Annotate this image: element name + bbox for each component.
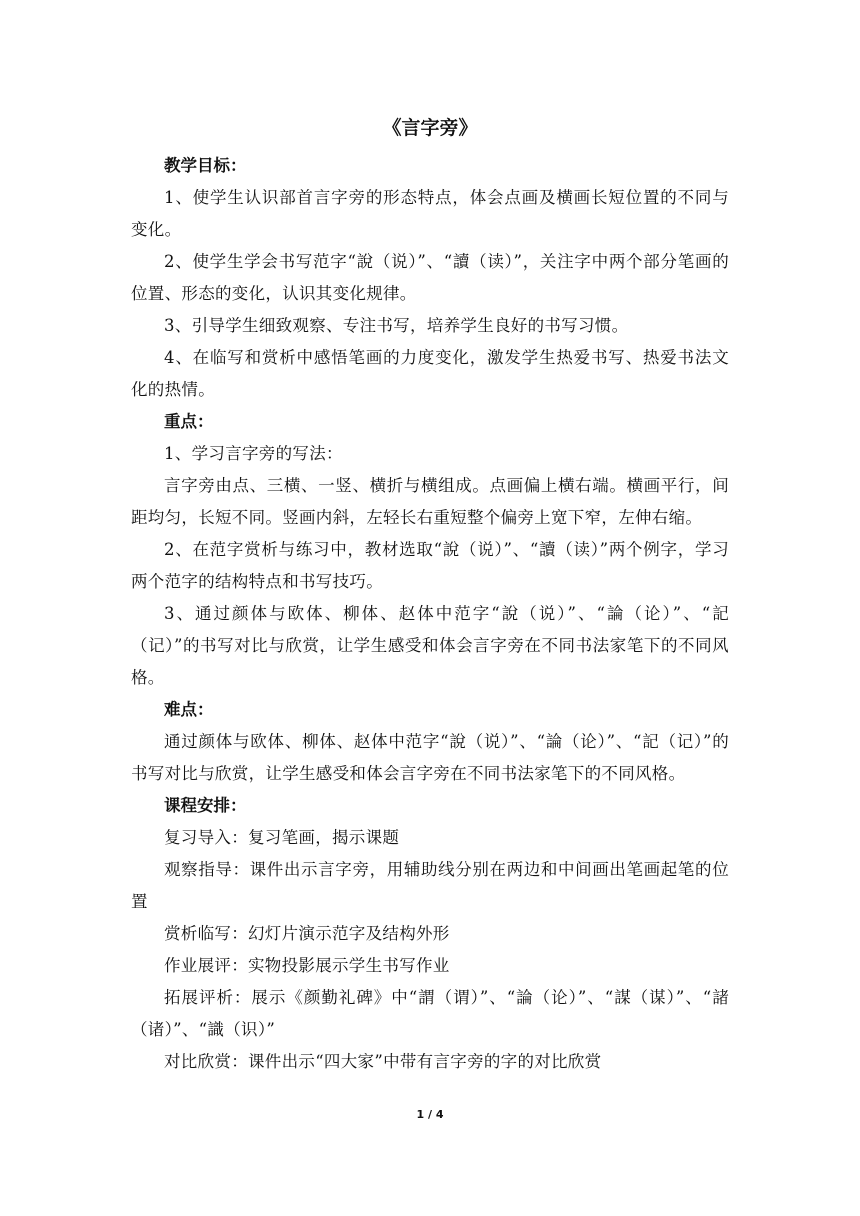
key-heading: 重点： — [164, 412, 214, 431]
difficulty-item-1: 通过颜体与欧体、柳体、赵体中范字“說（说）”、“論（论）”、“記（记）”的书写对比与欣赏，让学生感受和体会言字旁在不同书法家笔下的不同风格。 — [131, 732, 729, 783]
schedule-item-5: 拓展评析：展示《颜勤礼碑》中“謂（谓）”、“論（论）”、“謀（谋）”、“諸（诸）”、“識（识）” — [131, 988, 729, 1039]
document-body — [131, 112, 729, 1078]
key-item-4: 3、通过颜体与欧体、柳体、赵体中范字“說（说）”、“論（论）”、“記（记）”的书写对比与欣赏，让学生感受和体会言字旁在不同书法家笔下的不同风格。 — [131, 604, 729, 687]
document-title: 《言字旁》 — [382, 117, 478, 139]
goals-item-3: 3、引导学生细致观察、专注书写，培养学生良好的书写习惯。 — [164, 316, 629, 335]
difficulty-heading: 难点： — [164, 700, 214, 719]
goals-heading: 教学目标： — [164, 156, 247, 175]
schedule-item-1: 复习导入：复习笔画，揭示课题 — [164, 828, 400, 847]
key-item-1: 1、学习言字旁的写法： — [164, 444, 343, 463]
schedule-item-6: 对比欣赏：课件出示“四大家”中带有言字旁的字的对比欣赏 — [164, 1052, 602, 1071]
schedule-heading: 课程安排： — [164, 796, 247, 815]
schedule-item-3: 赏析临写：幻灯片演示范字及结构外形 — [164, 924, 450, 943]
page-number: 1 / 4 — [416, 1108, 444, 1121]
goals-item-4: 4、在临写和赏析中感悟笔画的力度变化，激发学生热爱书写、热爱书法文化的热情。 — [131, 348, 729, 399]
key-item-2: 言字旁由点、三横、一竖、横折与横组成。点画偏上横右端。横画平行，间距均匀，长短不同。竖画内斜，左轻长右重短整个偏旁上宽下窄，左伸右缩。 — [131, 476, 729, 527]
goals-item-2: 2、使学生学会书写范字“說（说）”、“讀（读）”，关注字中两个部分笔画的位置、形态的变化，认识其变化规律。 — [131, 252, 729, 303]
schedule-item-4: 作业展评：实物投影展示学生书写作业 — [164, 956, 450, 975]
schedule-item-2: 观察指导：课件出示言字旁，用辅助线分别在两边和中间画出笔画起笔的位置 — [131, 860, 729, 911]
key-item-3: 2、在范字赏析与练习中，教材选取“說（说）”、“讀（读）”两个例字，学习两个范字的结构特点和书写技巧。 — [131, 540, 729, 591]
goals-item-1: 1、使学生认识部首言字旁的形态特点，体会点画及横画长短位置的不同与变化。 — [131, 188, 729, 239]
